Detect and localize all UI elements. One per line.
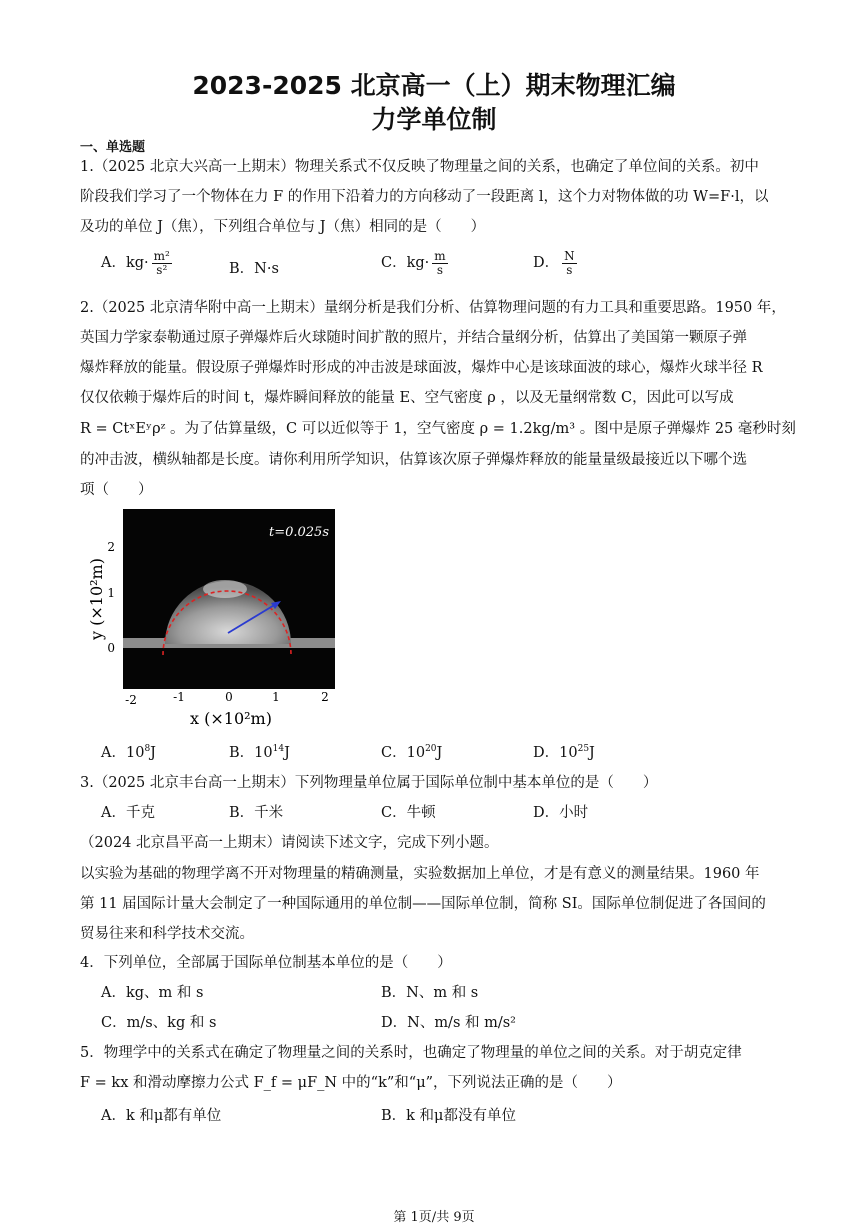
x-tick-1: 1 — [272, 690, 280, 704]
y-tick-0: 0 — [107, 641, 115, 655]
q2-line-4: 仅仅依赖于爆炸后的时间 t，爆炸瞬间释放的能量 E、空气密度 ρ ，以及无量纲常数 C，因此可以写成 — [80, 390, 734, 406]
q3-stem: 3.（2025 北京丰台高一上期末）下列物理量单位属于国际单位制中基本单位的是（ ） — [80, 775, 658, 791]
q5-line-1: 5．物理学中的关系式在确定了物理量之间的关系时，也确定了物理量的单位之间的关系。对于胡克定律 — [80, 1045, 742, 1061]
q2-line-1: 2.（2025 北京清华附中高一上期末）量纲分析是我们分析、估算物理问题的有力工具和重要思路。1950 年， — [80, 300, 786, 316]
q2-line-2: 英国力学家泰勒通过原子弹爆炸后火球随时间扩散的照片，并结合量纲分析，估算出了美国第一颗原子弹 — [80, 330, 747, 346]
passage-line-1: 以实验为基础的物理学离不开对物理量的精确测量，实验数据加上单位，才是有意义的测量结果。1960 年 — [80, 866, 760, 882]
y-tick-1: 1 — [107, 586, 115, 600]
q4-option-a: A．kg、m 和 s — [101, 985, 204, 1001]
q1-line-1: 1.（2025 北京大兴高一上期末）物理关系式不仅反映了物理量之间的关系，也确定了单位间的关系。初中 — [80, 159, 759, 175]
x-tick-0: 0 — [225, 690, 233, 704]
q1-line-2: 阶段我们学习了一个物体在力 F 的作用下沿着力的方向移动了一段距离 l，这个力对物体做的功 W=F·l，以 — [80, 189, 769, 205]
q3-option-a: A．千克 — [101, 805, 155, 821]
q4-option-b: B．N、m 和 s — [381, 985, 479, 1001]
q2-option-d: D．$10^{25}J$ — [533, 744, 595, 761]
section-heading: 一、单选题 — [80, 140, 146, 155]
q2-option-c: C．$10^{20}J$ — [381, 744, 443, 761]
q5-option-b: B．k 和μ都没有单位 — [381, 1108, 516, 1124]
document-subtitle: 力学单位制 — [371, 105, 497, 134]
passage-line-2: 第 11 届国际计量大会制定了一种国际通用的单位制——国际单位制，简称 SI。国际单位制促进了各国间的 — [80, 896, 766, 912]
q1-option-c: C．kg· $\frac{m}{s}$ — [381, 249, 446, 277]
x-tick-2: 2 — [321, 690, 329, 704]
q4-option-d: D．N、m/s 和 m/s² — [381, 1015, 516, 1031]
passage-line-3: 贸易往来和科学技术交流。 — [80, 926, 254, 942]
q2-line-3: 爆炸释放的能量。假设原子弹爆炸时形成的冲击波是球面波，爆炸中心是该球面波的球心，爆炸火球半径 R — [80, 360, 763, 376]
q1-option-b: B．N·s — [229, 261, 279, 277]
y-tick-2: 2 — [107, 540, 115, 554]
q3-option-b: B．千米 — [229, 805, 284, 821]
q4-option-c: C．m/s、kg 和 s — [101, 1015, 217, 1031]
time-label: t=0.025s — [269, 525, 330, 540]
q1-option-a: A．kg· $\frac{\text{m²}}{\text{s²}}$ — [101, 249, 170, 277]
q3-option-c: C．牛顿 — [381, 805, 436, 821]
page-footer: 第 1页/共 9页 — [393, 1210, 475, 1225]
fireball-highlight — [203, 580, 247, 598]
q4-stem: 4．下列单位，全部属于国际单位制基本单位的是（ ） — [80, 955, 452, 971]
q2-line-5: R = CtˣEʸρᶻ 。为了估算量级，C 可以近似等于 1，空气密度 ρ = 1.2kg/m³ 。图中是原子弹爆炸 25 毫秒时刻 — [80, 421, 796, 437]
x-tick-neg2: -2 — [125, 693, 137, 707]
q2-option-a: A．$10^8J$ — [101, 744, 156, 761]
passage-intro: （2024 北京昌平高一上期末）请阅读下述文字，完成下列小题。 — [80, 835, 499, 851]
x-axis-label: x (×10²m) — [190, 709, 272, 728]
q1-option-d: D． $\frac{N}{s}$ — [533, 249, 575, 277]
q5-option-a: A．k 和μ都有单位 — [101, 1108, 222, 1124]
q2-line-7: 项（ ） — [80, 482, 153, 498]
y-axis-label: y (×10²m) — [87, 558, 106, 640]
q2-option-b: B．$10^{14}J$ — [229, 744, 290, 761]
q5-line-2: F = kx 和滑动摩擦力公式 F_f = μF_N 中的“k”和“μ”，下列说法正确的是（ ） — [80, 1075, 622, 1091]
explosion-figure — [85, 505, 345, 735]
document-title: 2023-2025 北京高一（上）期末物理汇编 — [192, 71, 676, 100]
q3-option-d: D．小时 — [533, 805, 589, 821]
q1-line-3: 及功的单位 J（焦），下列组合单位与 J（焦）相同的是（ ） — [80, 219, 486, 235]
q2-line-6: 的冲击波，横纵轴都是长度。请你利用所学知识，估算该次原子弹爆炸释放的能量量级最接近以下哪个选 — [80, 452, 747, 468]
x-tick-neg1: -1 — [173, 690, 185, 704]
